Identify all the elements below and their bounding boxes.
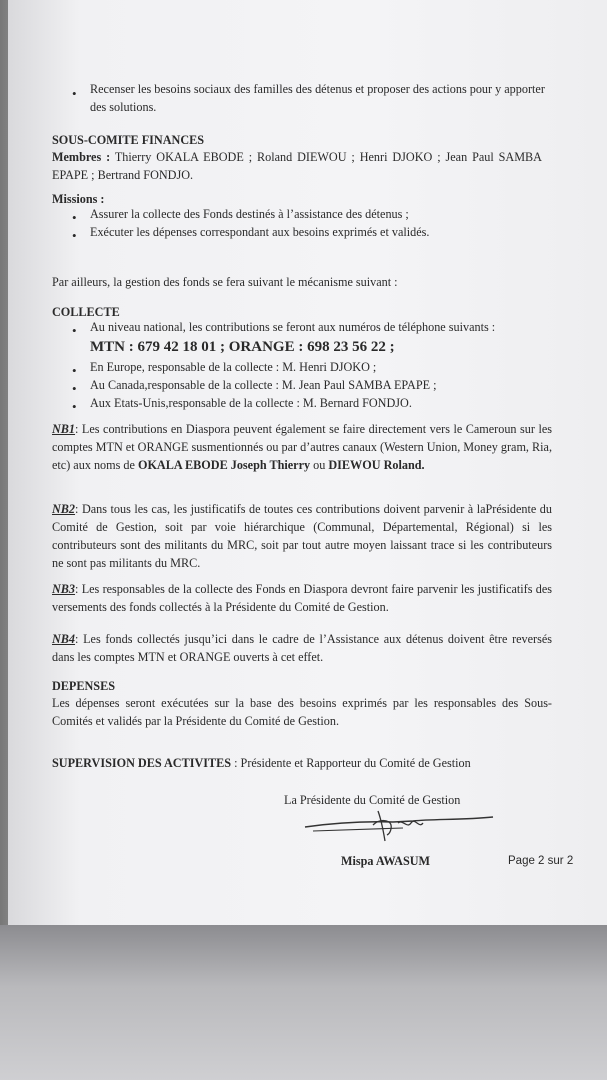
collecte-item: Au Canada,responsable de la collecte : M. Jean Paul SAMBA EPAPE ; [90, 378, 437, 392]
bullet-icon: • [72, 228, 77, 243]
signatory-name: Mispa AWASUM [341, 854, 431, 868]
bullet-icon: • [72, 210, 77, 225]
nb4-label: NB4 [52, 632, 76, 646]
collecte-item: Aux Etats-Unis,responsable de la collecte : M. Bernard FONDJO. [90, 396, 412, 410]
supervision-text: : Présidente et Rapporteur du Comité de Gestion [231, 756, 471, 770]
membres-paragraph [52, 148, 542, 184]
collecte-national-text: Au niveau national, les contributions se feront aux numéros de téléphone suivants : [90, 320, 496, 334]
par-ailleurs-text: Par ailleurs, la gestion des fonds se fera suivant le mécanisme suivant : [52, 275, 398, 289]
nb2-label: NB2 [52, 502, 76, 516]
missions-label: Missions : [52, 192, 105, 206]
nb1-name2: DIEWOU Roland. [328, 458, 425, 472]
signature-scribble [303, 805, 503, 847]
nb3-paragraph [52, 580, 552, 616]
mission-item: Exécuter les dépenses correspondant aux besoins exprimés et validés. [90, 225, 430, 239]
intro-bullet-text: Recenser les besoins sociaux des familles des détenus et proposer des actions pour y apporter des solutions. [90, 82, 545, 114]
nb1-ou: ou [310, 458, 329, 472]
nb3-text: : Les responsables de la collecte des Fonds en Diaspora devront faire parvenir les justificatifs des versements des fonds collectés à la Présidente du Comité de Gestion. [52, 582, 552, 614]
nb1-text: : Les contributions en Diaspora peuvent également se faire directement vers le Cameroun sur les comptes MTN et ORANGE susmentionnés ou par d’autres canaux (Western Union, Money gram, Ria, etc) aux noms de [52, 422, 552, 472]
supervision-paragraph [52, 754, 572, 772]
nb1-name1: OKALA EBODE Joseph Thierry [137, 458, 311, 472]
nb4-paragraph [52, 630, 552, 666]
depenses-text: Les dépenses seront exécutées sur la base des besoins exprimés par les responsables des Sous-Comités et validés par la Présidente du Comité de Gestion. [52, 696, 552, 728]
nb4-text: : Les fonds collectés jusqu’ici dans le cadre de l’Assistance aux détenus doivent être reversés dans les comptes MTN et ORANGE ouverts à cet effet. [52, 632, 552, 664]
depenses-heading: DEPENSES [52, 679, 115, 693]
collecte-item: En Europe, responsable de la collecte : M. Henri DJOKO ; [90, 360, 377, 374]
supervision-label: SUPERVISION DES ACTIVITES [52, 756, 232, 770]
nb2-paragraph [52, 500, 552, 572]
floor-background [0, 925, 607, 1080]
bullet-icon: • [72, 381, 77, 396]
bullet-icon: • [72, 86, 77, 101]
nb1-paragraph [52, 420, 552, 474]
bullet-icon: • [72, 363, 77, 378]
finances-heading: SOUS-COMITE FINANCES [52, 133, 205, 147]
nb3-label: NB3 [52, 582, 76, 596]
page-number: Page 2 sur 2 [508, 855, 574, 867]
phone-numbers: MTN : 679 42 18 01 ; ORANGE : 698 23 56 22 ; [90, 339, 395, 355]
document-page [8, 0, 607, 925]
collecte-heading: COLLECTE [52, 305, 120, 319]
bullet-icon: • [72, 323, 77, 338]
membres-label: Membres : [52, 150, 111, 164]
nb2-text: : Dans tous les cas, les justificatifs de toutes ces contributions doivent parvenir à laPrésidente du Comité de Gestion, soit par voie hiérarchique (Communal, Départemental, Régional) si les contributeurs sont des militants du MRC, soit par tout autre moyen laissant trace si les contributeurs ne sont pas militants du MRC. [52, 502, 552, 570]
membres-text: Thierry OKALA EBODE ; Roland DIEWOU ; Henri DJOKO ; Jean Paul SAMBA EPAPE ; Bertrand FONDJO. [52, 150, 542, 182]
bullet-icon: • [72, 399, 77, 414]
signature-title: La Présidente du Comité de Gestion [284, 793, 461, 807]
nb1-label: NB1 [52, 422, 76, 436]
mission-item: Assurer la collecte des Fonds destinés à l’assistance des détenus ; [90, 207, 409, 221]
